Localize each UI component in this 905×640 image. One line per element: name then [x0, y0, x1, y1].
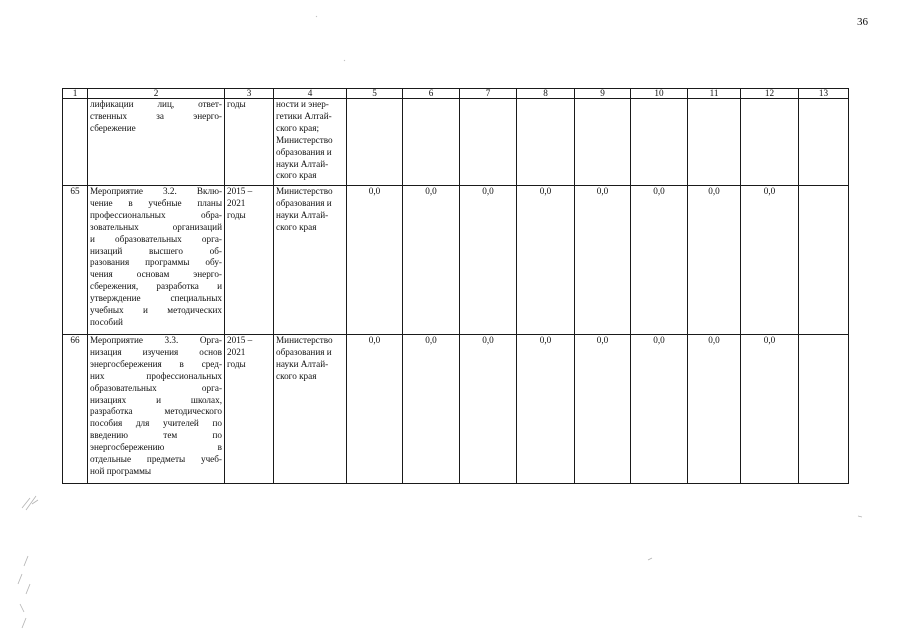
description-line: низациях и школах, [90, 394, 222, 405]
executor-line: Министерство [276, 335, 333, 345]
value-cell: 0,0 [575, 186, 631, 335]
table-row-continuation [63, 99, 849, 186]
period-line: годы [227, 358, 246, 369]
description-line: пособий [90, 316, 123, 327]
period-line: 2015 – [227, 186, 253, 196]
column-header: 4 [274, 89, 347, 99]
value-cell [575, 99, 631, 186]
executor-line: Министерство [276, 186, 333, 196]
period-line: 2021 [227, 197, 246, 208]
value-cell [741, 99, 799, 186]
value-cell: 0,0 [517, 335, 575, 484]
row-number-cell [63, 99, 88, 186]
period-cell [225, 335, 274, 484]
table-row-65 [63, 186, 849, 335]
description-line: Мероприятие 3.2. Вклю- [90, 186, 222, 196]
description-line: пособия для учителей по [90, 418, 222, 429]
executor-line: образования и [276, 146, 332, 157]
executor-line: гетики Алтай- [276, 110, 332, 121]
period-line: 2021 [227, 346, 246, 357]
table-row-66 [63, 335, 849, 484]
executor-line: ского края [276, 221, 317, 232]
executor-line: образования и [276, 346, 332, 357]
value-cell: 0,0 [517, 186, 575, 335]
description-line: профессиональных обра- [90, 209, 222, 220]
value-cell [631, 99, 688, 186]
executor-line: ности и энер- [276, 99, 329, 109]
value-cell [347, 99, 403, 186]
executor-cell [274, 335, 347, 484]
value-cell: 0,0 [631, 186, 688, 335]
page-number: 36 [857, 16, 868, 28]
description-line: образовательных орга- [90, 382, 222, 393]
column-header: 9 [575, 89, 631, 99]
executor-cell [274, 186, 347, 335]
description-line: учебных и методических [90, 305, 222, 316]
column-header: 13 [799, 89, 849, 99]
executor-line: ского края; [276, 122, 320, 133]
executor-cell [274, 99, 347, 186]
column-header: 1 [63, 89, 88, 99]
description-line: разования программы обу- [90, 257, 222, 268]
description-cell [88, 186, 225, 335]
executor-line: образования и [276, 197, 332, 208]
description-line: ной программы [90, 465, 152, 476]
executor-line: науки Алтай- [276, 209, 329, 220]
value-cell: 0,0 [575, 335, 631, 484]
description-line: лификации лиц, ответ- [90, 99, 222, 109]
value-cell: 0,0 [460, 186, 517, 335]
column-header: 10 [631, 89, 688, 99]
measures-table [62, 88, 849, 484]
period-line: годы [227, 99, 246, 109]
value-cell: 0,0 [460, 335, 517, 484]
value-cell: 0,0 [403, 186, 460, 335]
value-cell: 0,0 [688, 335, 741, 484]
column-header: 3 [225, 89, 274, 99]
description-line: утверждение специальных [90, 293, 222, 304]
column-header: 12 [741, 89, 799, 99]
value-cell [799, 99, 849, 186]
column-header: 8 [517, 89, 575, 99]
description-line: ственных за энерго- [90, 110, 222, 121]
row-number-cell: 66 [63, 335, 88, 484]
value-cell [460, 99, 517, 186]
executor-line: ского края [276, 170, 317, 181]
description-line: сбережения, разработка и [90, 281, 222, 292]
value-cell: 0,0 [347, 335, 403, 484]
executor-line: Министерство [276, 134, 333, 145]
value-cell: 0,0 [688, 186, 741, 335]
value-cell: 0,0 [631, 335, 688, 484]
description-line: них профессиональных [90, 370, 222, 381]
description-line: введению тем по [90, 430, 222, 441]
value-cell [517, 99, 575, 186]
description-line: чение в учебные планы [90, 197, 222, 208]
value-cell: 0,0 [741, 186, 799, 335]
period-line: годы [227, 209, 246, 220]
executor-line: науки Алтай- [276, 158, 329, 169]
description-line: разработка методического [90, 406, 222, 417]
executor-line: ского края [276, 370, 317, 381]
value-cell [799, 335, 849, 484]
value-cell [403, 99, 460, 186]
column-header: 2 [88, 89, 225, 99]
value-cell [688, 99, 741, 186]
description-line: энергосбережению в [90, 442, 222, 453]
description-line: Мероприятие 3.3. Орга- [90, 335, 222, 345]
row-number-cell: 65 [63, 186, 88, 335]
description-cell [88, 99, 225, 186]
period-cell [225, 99, 274, 186]
description-line: и образовательных орга- [90, 233, 222, 244]
description-line: отдельные предметы учеб- [90, 454, 222, 465]
period-line: 2015 – [227, 335, 253, 345]
value-cell: 0,0 [347, 186, 403, 335]
value-cell: 0,0 [741, 335, 799, 484]
period-cell [225, 186, 274, 335]
executor-line: науки Алтай- [276, 358, 329, 369]
column-header: 11 [688, 89, 741, 99]
description-line: зовательных организаций [90, 221, 222, 232]
description-line: сбережение [90, 122, 136, 133]
column-number-row [63, 89, 849, 99]
description-cell [88, 335, 225, 484]
description-line: энергосбережения в сред- [90, 358, 222, 369]
description-line: низаций высшего об- [90, 245, 222, 256]
description-line: чения основам энерго- [90, 269, 222, 280]
value-cell: 0,0 [403, 335, 460, 484]
description-line: низация изучения основ [90, 346, 222, 357]
column-header: 6 [403, 89, 460, 99]
column-header: 7 [460, 89, 517, 99]
value-cell [799, 186, 849, 335]
column-header: 5 [347, 89, 403, 99]
